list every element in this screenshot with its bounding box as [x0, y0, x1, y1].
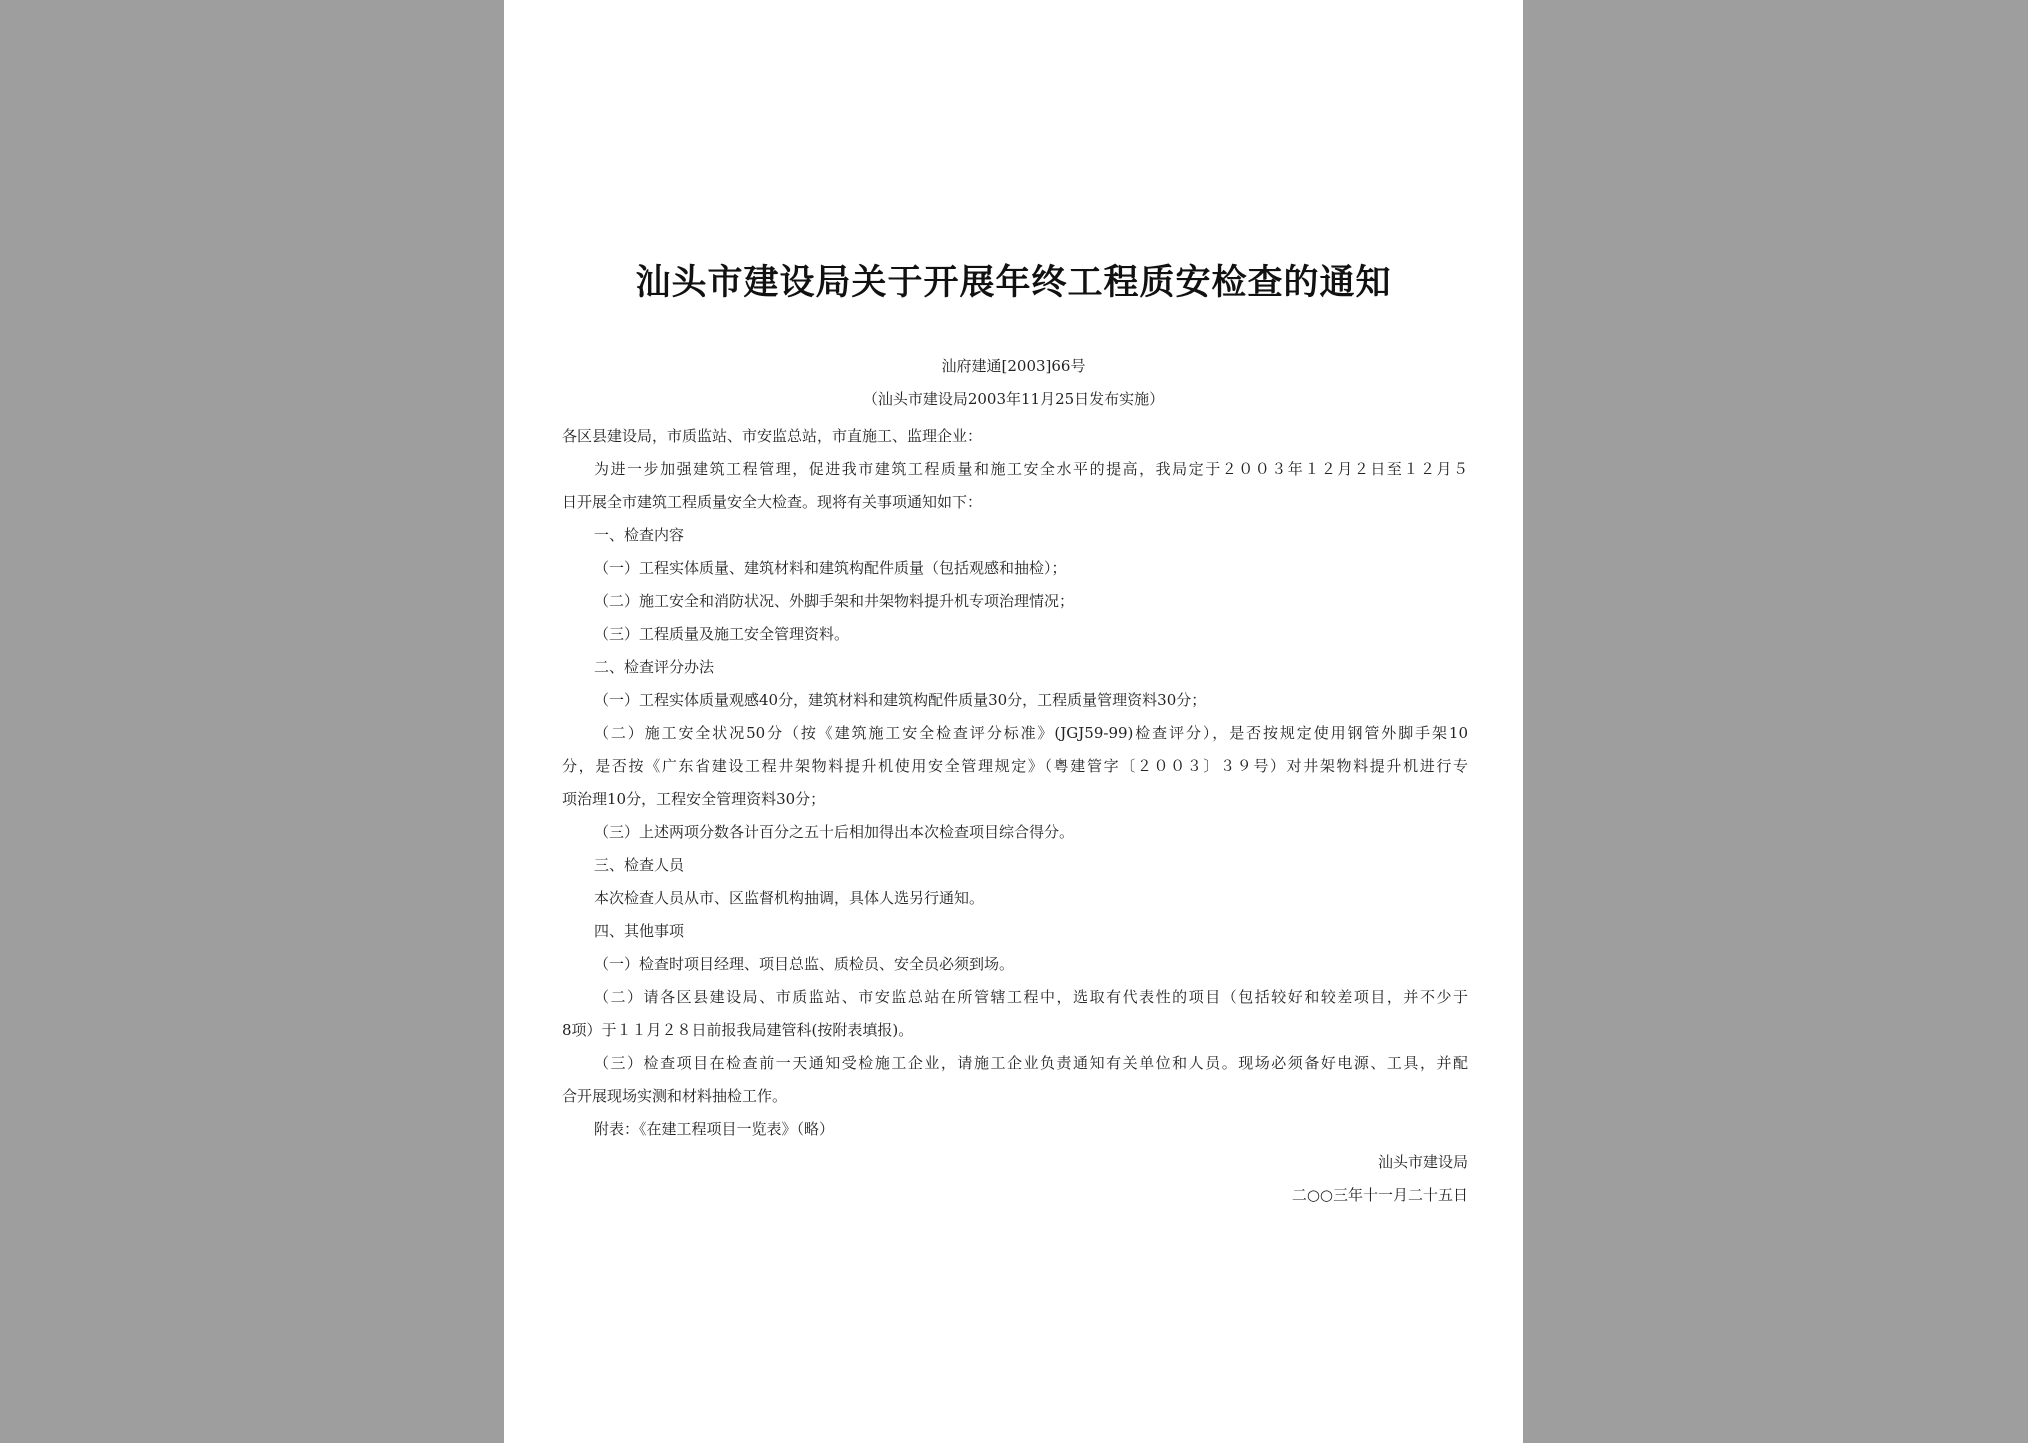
- body-line: （一）检查时项目经理、项目总监、质检员、安全员必须到场。: [594, 955, 1015, 973]
- body-line: （三）上述两项分数各计百分之五十后相加得出本次检查项目综合得分。: [594, 823, 1075, 841]
- body-line: （三）检查项目在检查前一天通知受检施工企业，请施工企业负责通知有关单位和人员。现场必须备好电源、工具，并配: [594, 1054, 1468, 1072]
- document-body: [562, 420, 1468, 1212]
- page-title: 汕头市建设局关于开展年终工程质安检查的通知: [635, 262, 1392, 303]
- document-page: [504, 0, 1523, 1443]
- body-line: （三）工程质量及施工安全管理资料。: [594, 625, 850, 643]
- body-line: （一）工程实体质量、建筑材料和建筑构配件质量（包括观感和抽检）；: [594, 559, 1067, 577]
- body-line: （二）施工安全和消防状况、外脚手架和井架物料提升机专项治理情况；: [594, 592, 1075, 610]
- body-line: （二）请各区县建设局、市质监站、市安监总站在所管辖工程中，选取有代表性的项目（包括较好和较差项目，并不少于: [594, 988, 1468, 1006]
- body-line: 分，是否按《广东省建设工程井架物料提升机使用安全管理规定》（粤建管字〔２００３〕３９号）对井架物料提升机进行专: [562, 757, 1468, 775]
- signature-date: 二○○三年十一月二十五日: [1291, 1186, 1468, 1204]
- body-line: 8项）于１１月２８日前报我局建管科(按附表填报)。: [562, 1021, 914, 1039]
- document-number: 汕府建通[2003]66号: [941, 357, 1086, 375]
- body-line: （一）工程实体质量观感40分，建筑材料和建筑构配件质量30分，工程质量管理资料30分；: [594, 691, 1207, 709]
- attachment-line: 附表：《在建工程项目一览表》（略）: [594, 1120, 835, 1138]
- body-line: 合开展现场实测和材料抽检工作。: [562, 1087, 788, 1105]
- section-heading: 四、其他事项: [594, 922, 685, 940]
- issue-note: （汕头市建设局2003年11月25日发布实施）: [862, 390, 1165, 408]
- section-heading: 一、检查内容: [594, 526, 685, 544]
- section-heading: 二、检查评分办法: [594, 658, 715, 676]
- addressee-line: 各区县建设局，市质监站、市安监总站，市直施工、监理企业：: [562, 427, 983, 445]
- body-line: 为进一步加强建筑工程管理，促进我市建筑工程质量和施工安全水平的提高，我局定于２００３年１２月２日至１２月５: [594, 460, 1468, 478]
- body-line: 本次检查人员从市、区监督机构抽调，具体人选另行通知。: [594, 889, 985, 907]
- body-line: 项治理10分，工程安全管理资料30分；: [562, 790, 826, 808]
- body-line: （二）施工安全状况50分（按《建筑施工安全检查评分标准》(JGJ59-99)检查评分），是否按规定使用钢管外脚手架10: [594, 724, 1468, 742]
- body-line: 日开展全市建筑工程质量安全大检查。现将有关事项通知如下：: [562, 493, 983, 511]
- section-heading: 三、检查人员: [594, 856, 685, 874]
- signature: 汕头市建设局: [1377, 1153, 1468, 1171]
